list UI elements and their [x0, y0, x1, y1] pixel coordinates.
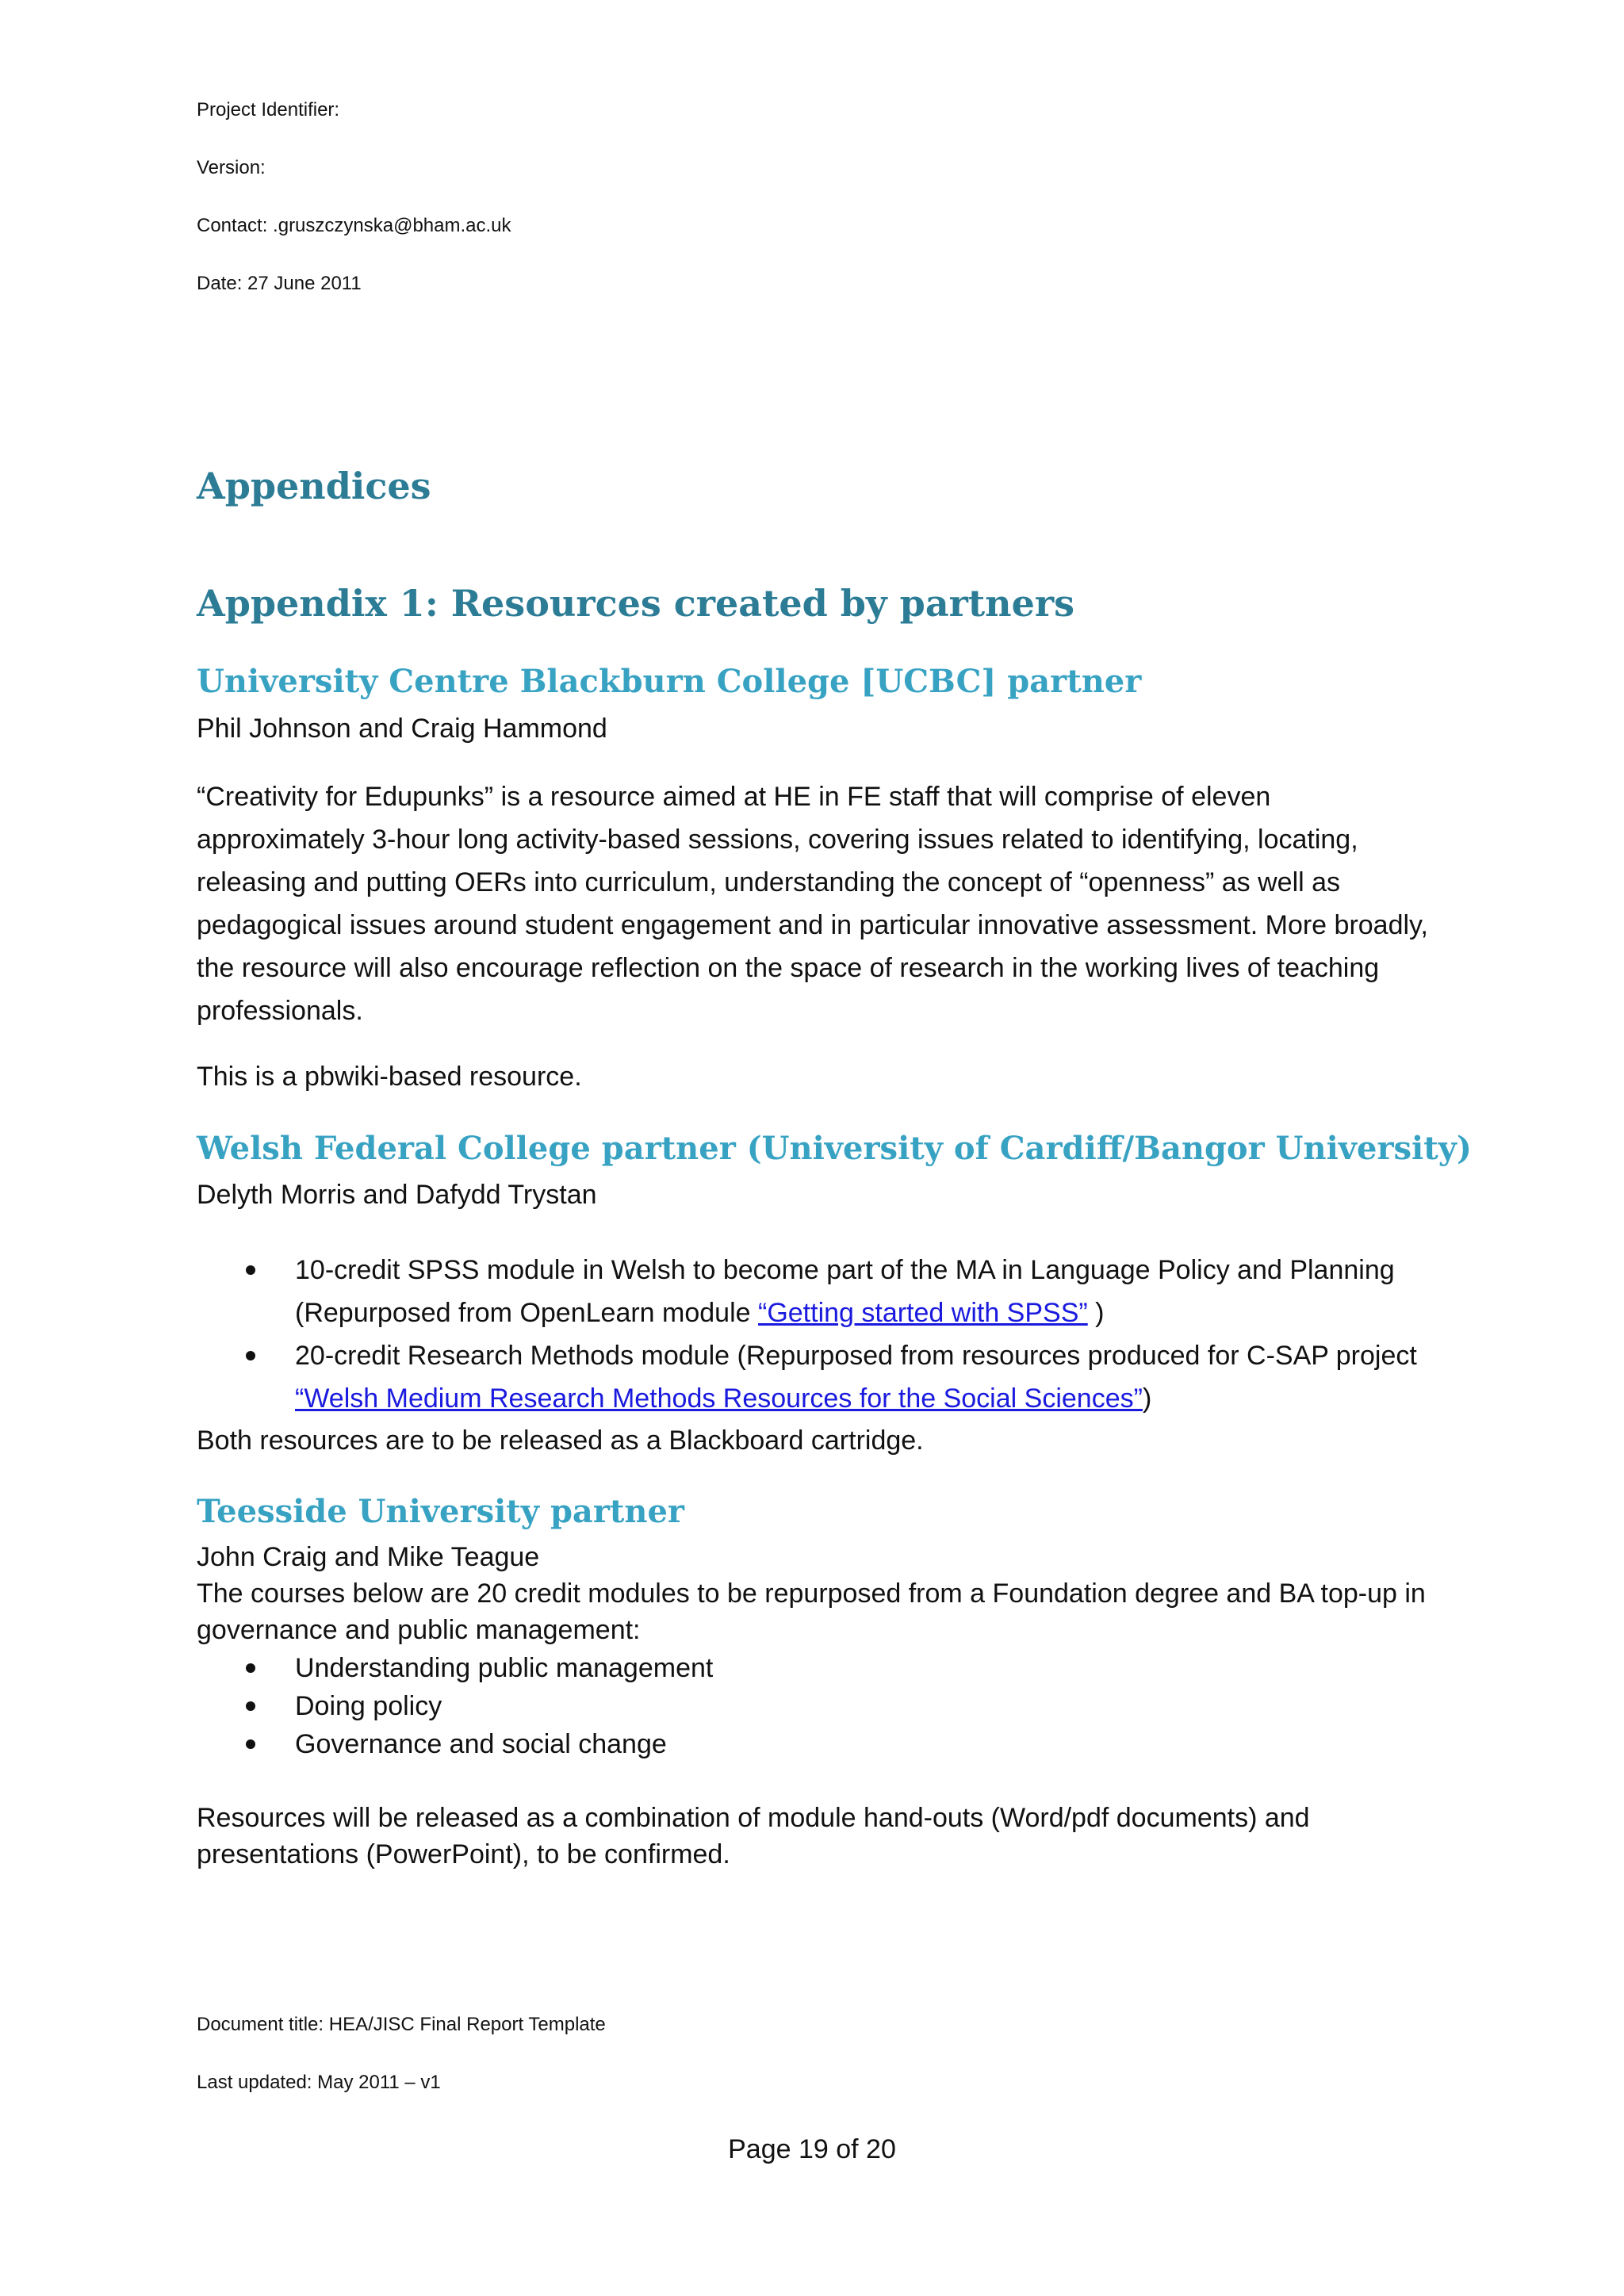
- version: Version:: [197, 157, 266, 178]
- welsh-research-methods-link[interactable]: “Welsh Medium Research Methods Resources for the Social Sciences”: [295, 1383, 1143, 1414]
- list-item: [197, 1249, 1434, 1334]
- bullet-icon: [246, 1739, 255, 1749]
- course-item: Doing policy: [295, 1691, 442, 1721]
- bullet-icon: [246, 1663, 255, 1673]
- teesside-intro: The courses below are 20 credit modules to be repurposed from a Foundation degree and BA top-up in governance and public management:: [197, 1578, 1426, 1645]
- ucbc-note: This is a pbwiki-based resource.: [197, 1062, 582, 1092]
- bullet1-end: ): [1087, 1298, 1105, 1328]
- bullet2-text: 20-credit Research Methods module (Repurposed from resources produced for C-SAP project: [295, 1341, 1417, 1371]
- appendices-heading: Appendices: [197, 465, 431, 507]
- bullet-icon: [246, 1701, 255, 1711]
- getting-started-spss-link[interactable]: “Getting started with SPSS”: [758, 1298, 1088, 1328]
- bullet1-text: 10-credit SPSS module in Welsh to become part of the MA in Language Policy and Planning (Repurposed from OpenLearn module: [295, 1255, 1395, 1328]
- ucbc-paragraph: “Creativity for Edupunks” is a resource aimed at HE in FE staff that will comprise of eleven approximately 3-hour long activity-based sessions, covering issues related to identifying, locating, releasing and putting OERs into curriculum, understanding the concept of “openness” as well as pedagogical issues around student engagement and in particular innovative assessment. More broadly, the resource will also encourage reflection on the space of research in the working lives of teaching professionals.: [197, 782, 1428, 1026]
- appendix1-heading: Appendix 1: Resources created by partners: [197, 582, 1074, 625]
- teesside-course-list: [197, 1649, 1434, 1763]
- teesside-heading: Teesside University partner: [197, 1493, 684, 1530]
- course-item: Governance and social change: [295, 1729, 667, 1759]
- page-number: Page 19 of 20: [728, 2134, 896, 2164]
- welsh-authors: Delyth Morris and Dafydd Trystan: [197, 1180, 597, 1210]
- date: Date: 27 June 2011: [197, 273, 362, 294]
- ucbc-heading: University Centre Blackburn College [UCBC] partner: [197, 663, 1142, 700]
- bullet-icon: [246, 1351, 255, 1360]
- footer-last-updated: Last updated: May 2011 – v1: [197, 2072, 441, 2093]
- teesside-release-note: Resources will be released as a combination of module hand-outs (Word/pdf documents) and presentations (PowerPoint), to be confirmed.: [197, 1803, 1310, 1869]
- list-item: [197, 1649, 1434, 1687]
- teesside-authors: John Craig and Mike Teague: [197, 1542, 540, 1572]
- course-item: Understanding public management: [295, 1653, 714, 1683]
- contact: Contact: .gruszczynska@bham.ac.uk: [197, 215, 511, 236]
- list-item: [197, 1725, 1434, 1763]
- project-identifier: Project Identifier:: [197, 99, 340, 121]
- list-item: [197, 1687, 1434, 1725]
- ucbc-authors: Phil Johnson and Craig Hammond: [197, 714, 607, 744]
- bullet2-end: ): [1142, 1383, 1152, 1414]
- footer-document-title: Document title: HEA/JISC Final Report Template: [197, 2014, 606, 2035]
- welsh-release-note: Both resources are to be released as a Blackboard cartridge.: [197, 1425, 924, 1456]
- bullet-icon: [246, 1265, 255, 1275]
- list-item: [197, 1334, 1434, 1420]
- welsh-heading: Welsh Federal College partner (University of Cardiff/Bangor University): [197, 1130, 1472, 1167]
- welsh-bullet-list: [197, 1249, 1434, 1420]
